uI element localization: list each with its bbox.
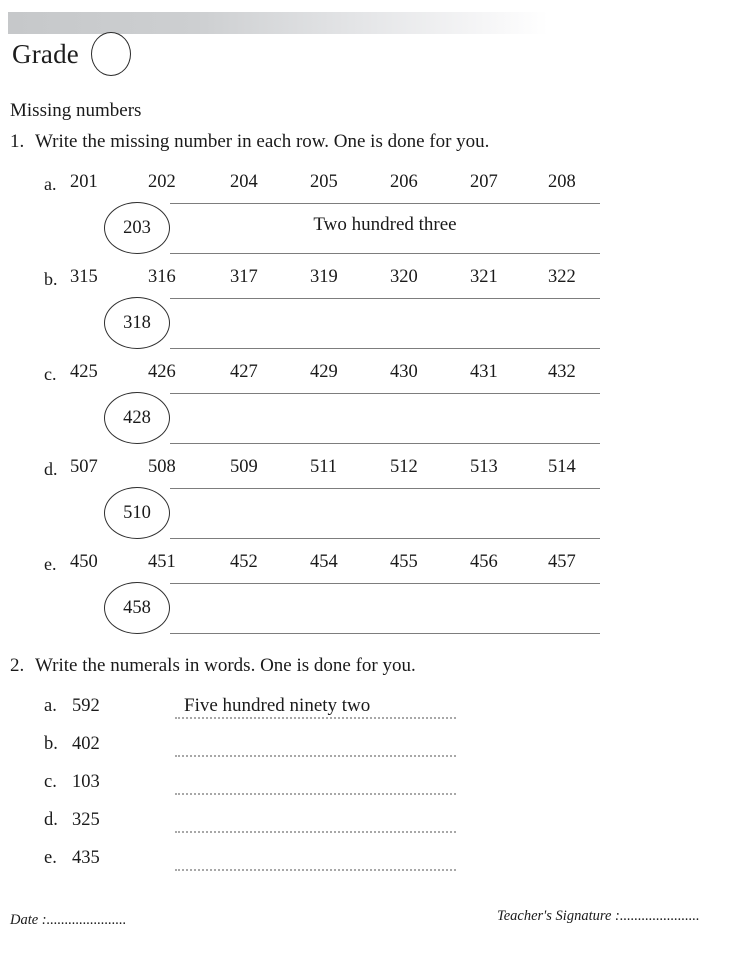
- missing-number-row: [0, 362, 738, 454]
- answer-rule-top: [170, 393, 600, 394]
- sequence-number: 315: [70, 267, 98, 287]
- numeral-word-row: [0, 772, 738, 810]
- answer-rule-top: [170, 203, 600, 204]
- question-2-number: 2.: [10, 655, 25, 676]
- missing-number-row: [0, 172, 738, 264]
- sequence-number: 457: [548, 552, 576, 572]
- answer-zone: [104, 487, 600, 541]
- row-letter: a.: [44, 174, 57, 194]
- answer-rule-top: [170, 298, 600, 299]
- answer-rule-bottom: [170, 538, 600, 539]
- sequence-number: 425: [70, 362, 98, 382]
- number-sequence: [70, 267, 622, 293]
- answer-zone: [104, 297, 600, 351]
- numeral-value: 325: [72, 810, 100, 830]
- sequence-number: 319: [310, 267, 338, 287]
- missing-number-answer-circle[interactable]: 428: [104, 392, 170, 444]
- sequence-number: 451: [148, 552, 176, 572]
- row-letter: b.: [44, 269, 58, 289]
- sequence-number: 208: [548, 172, 576, 192]
- missing-number-row: [0, 552, 738, 644]
- numeral-value: 402: [72, 734, 100, 754]
- question-2-text: Write the numerals in words. One is done for you.: [35, 655, 416, 676]
- sequence-number: 514: [548, 457, 576, 477]
- answer-dotted-line: [175, 793, 456, 795]
- question-1-prompt: [10, 131, 489, 153]
- sequence-number: 202: [148, 172, 176, 192]
- sequence-number: 450: [70, 552, 98, 572]
- sequence-number: 512: [390, 457, 418, 477]
- answer-zone: [104, 392, 600, 446]
- row-letter: d.: [44, 459, 58, 479]
- grade-circle-input[interactable]: [91, 32, 131, 76]
- sequence-number: 507: [70, 457, 98, 477]
- answer-rule-bottom: [170, 348, 600, 349]
- missing-number-row: [0, 457, 738, 549]
- row-letter: e.: [44, 554, 57, 574]
- sequence-number: 454: [310, 552, 338, 572]
- answer-rule-top: [170, 488, 600, 489]
- section-title: Missing numbers: [10, 100, 142, 121]
- sequence-number: 204: [230, 172, 258, 192]
- sequence-number: 206: [390, 172, 418, 192]
- sequence-number: 429: [310, 362, 338, 382]
- answer-rule-bottom: [170, 443, 600, 444]
- numeral-value: 592: [72, 696, 100, 716]
- row-letter: b.: [44, 734, 58, 754]
- row-letter: a.: [44, 696, 57, 716]
- answer-zone: [104, 202, 600, 256]
- missing-number-answer-circle[interactable]: 458: [104, 582, 170, 634]
- sequence-number: 509: [230, 457, 258, 477]
- number-sequence: [70, 552, 622, 578]
- number-sequence: [70, 172, 622, 198]
- missing-number-row: [0, 267, 738, 359]
- answer-rule-top: [170, 583, 600, 584]
- row-letter: e.: [44, 848, 57, 868]
- number-sequence: [70, 362, 622, 388]
- number-sequence: [70, 457, 622, 483]
- row-letter: c.: [44, 364, 57, 384]
- date-field[interactable]: Date :......................: [10, 912, 127, 928]
- sequence-number: 508: [148, 457, 176, 477]
- sequence-number: 316: [148, 267, 176, 287]
- numeral-word-answer-field[interactable]: Five hundred ninety two: [184, 695, 371, 716]
- missing-number-answer-circle[interactable]: 510: [104, 487, 170, 539]
- sequence-number: 513: [470, 457, 498, 477]
- sequence-number: 430: [390, 362, 418, 382]
- answer-words-field[interactable]: Two hundred three: [313, 214, 457, 235]
- grade-label: Grade: [12, 38, 79, 69]
- answer-dotted-line: [175, 869, 456, 871]
- question-2-prompt: [10, 655, 416, 677]
- missing-number-answer-circle[interactable]: 318: [104, 297, 170, 349]
- numeral-word-row: [0, 810, 738, 848]
- sequence-number: 322: [548, 267, 576, 287]
- sequence-number: 205: [310, 172, 338, 192]
- sequence-number: 201: [70, 172, 98, 192]
- sequence-number: 317: [230, 267, 258, 287]
- sequence-number: 456: [470, 552, 498, 572]
- missing-number-answer-circle[interactable]: 203: [104, 202, 170, 254]
- sequence-number: 427: [230, 362, 258, 382]
- sequence-number: 207: [470, 172, 498, 192]
- grade-field: [12, 30, 131, 78]
- question-1-number: 1.: [10, 131, 25, 152]
- numeral-word-row: [0, 734, 738, 772]
- row-letter: d.: [44, 810, 58, 830]
- answer-rule-bottom: [170, 633, 600, 634]
- numeral-word-row: [0, 696, 738, 734]
- sequence-number: 320: [390, 267, 418, 287]
- sequence-number: 426: [148, 362, 176, 382]
- numeral-word-row: [0, 848, 738, 886]
- answer-dotted-line: [175, 831, 456, 833]
- teacher-signature-field[interactable]: Teacher's Signature :......................: [497, 908, 700, 924]
- answer-rule-bottom: [170, 253, 600, 254]
- numeral-value: 103: [72, 772, 100, 792]
- question-1-text: Write the missing number in each row. One is done for you.: [35, 131, 490, 152]
- sequence-number: 432: [548, 362, 576, 382]
- row-letter: c.: [44, 772, 57, 792]
- answer-dotted-line: [175, 755, 456, 757]
- sequence-number: 455: [390, 552, 418, 572]
- sequence-number: 511: [310, 457, 338, 477]
- numeral-value: 435: [72, 848, 100, 868]
- sequence-number: 452: [230, 552, 258, 572]
- sequence-number: 431: [470, 362, 498, 382]
- answer-zone: [104, 582, 600, 636]
- sequence-number: 321: [470, 267, 498, 287]
- answer-dotted-line: [175, 717, 456, 719]
